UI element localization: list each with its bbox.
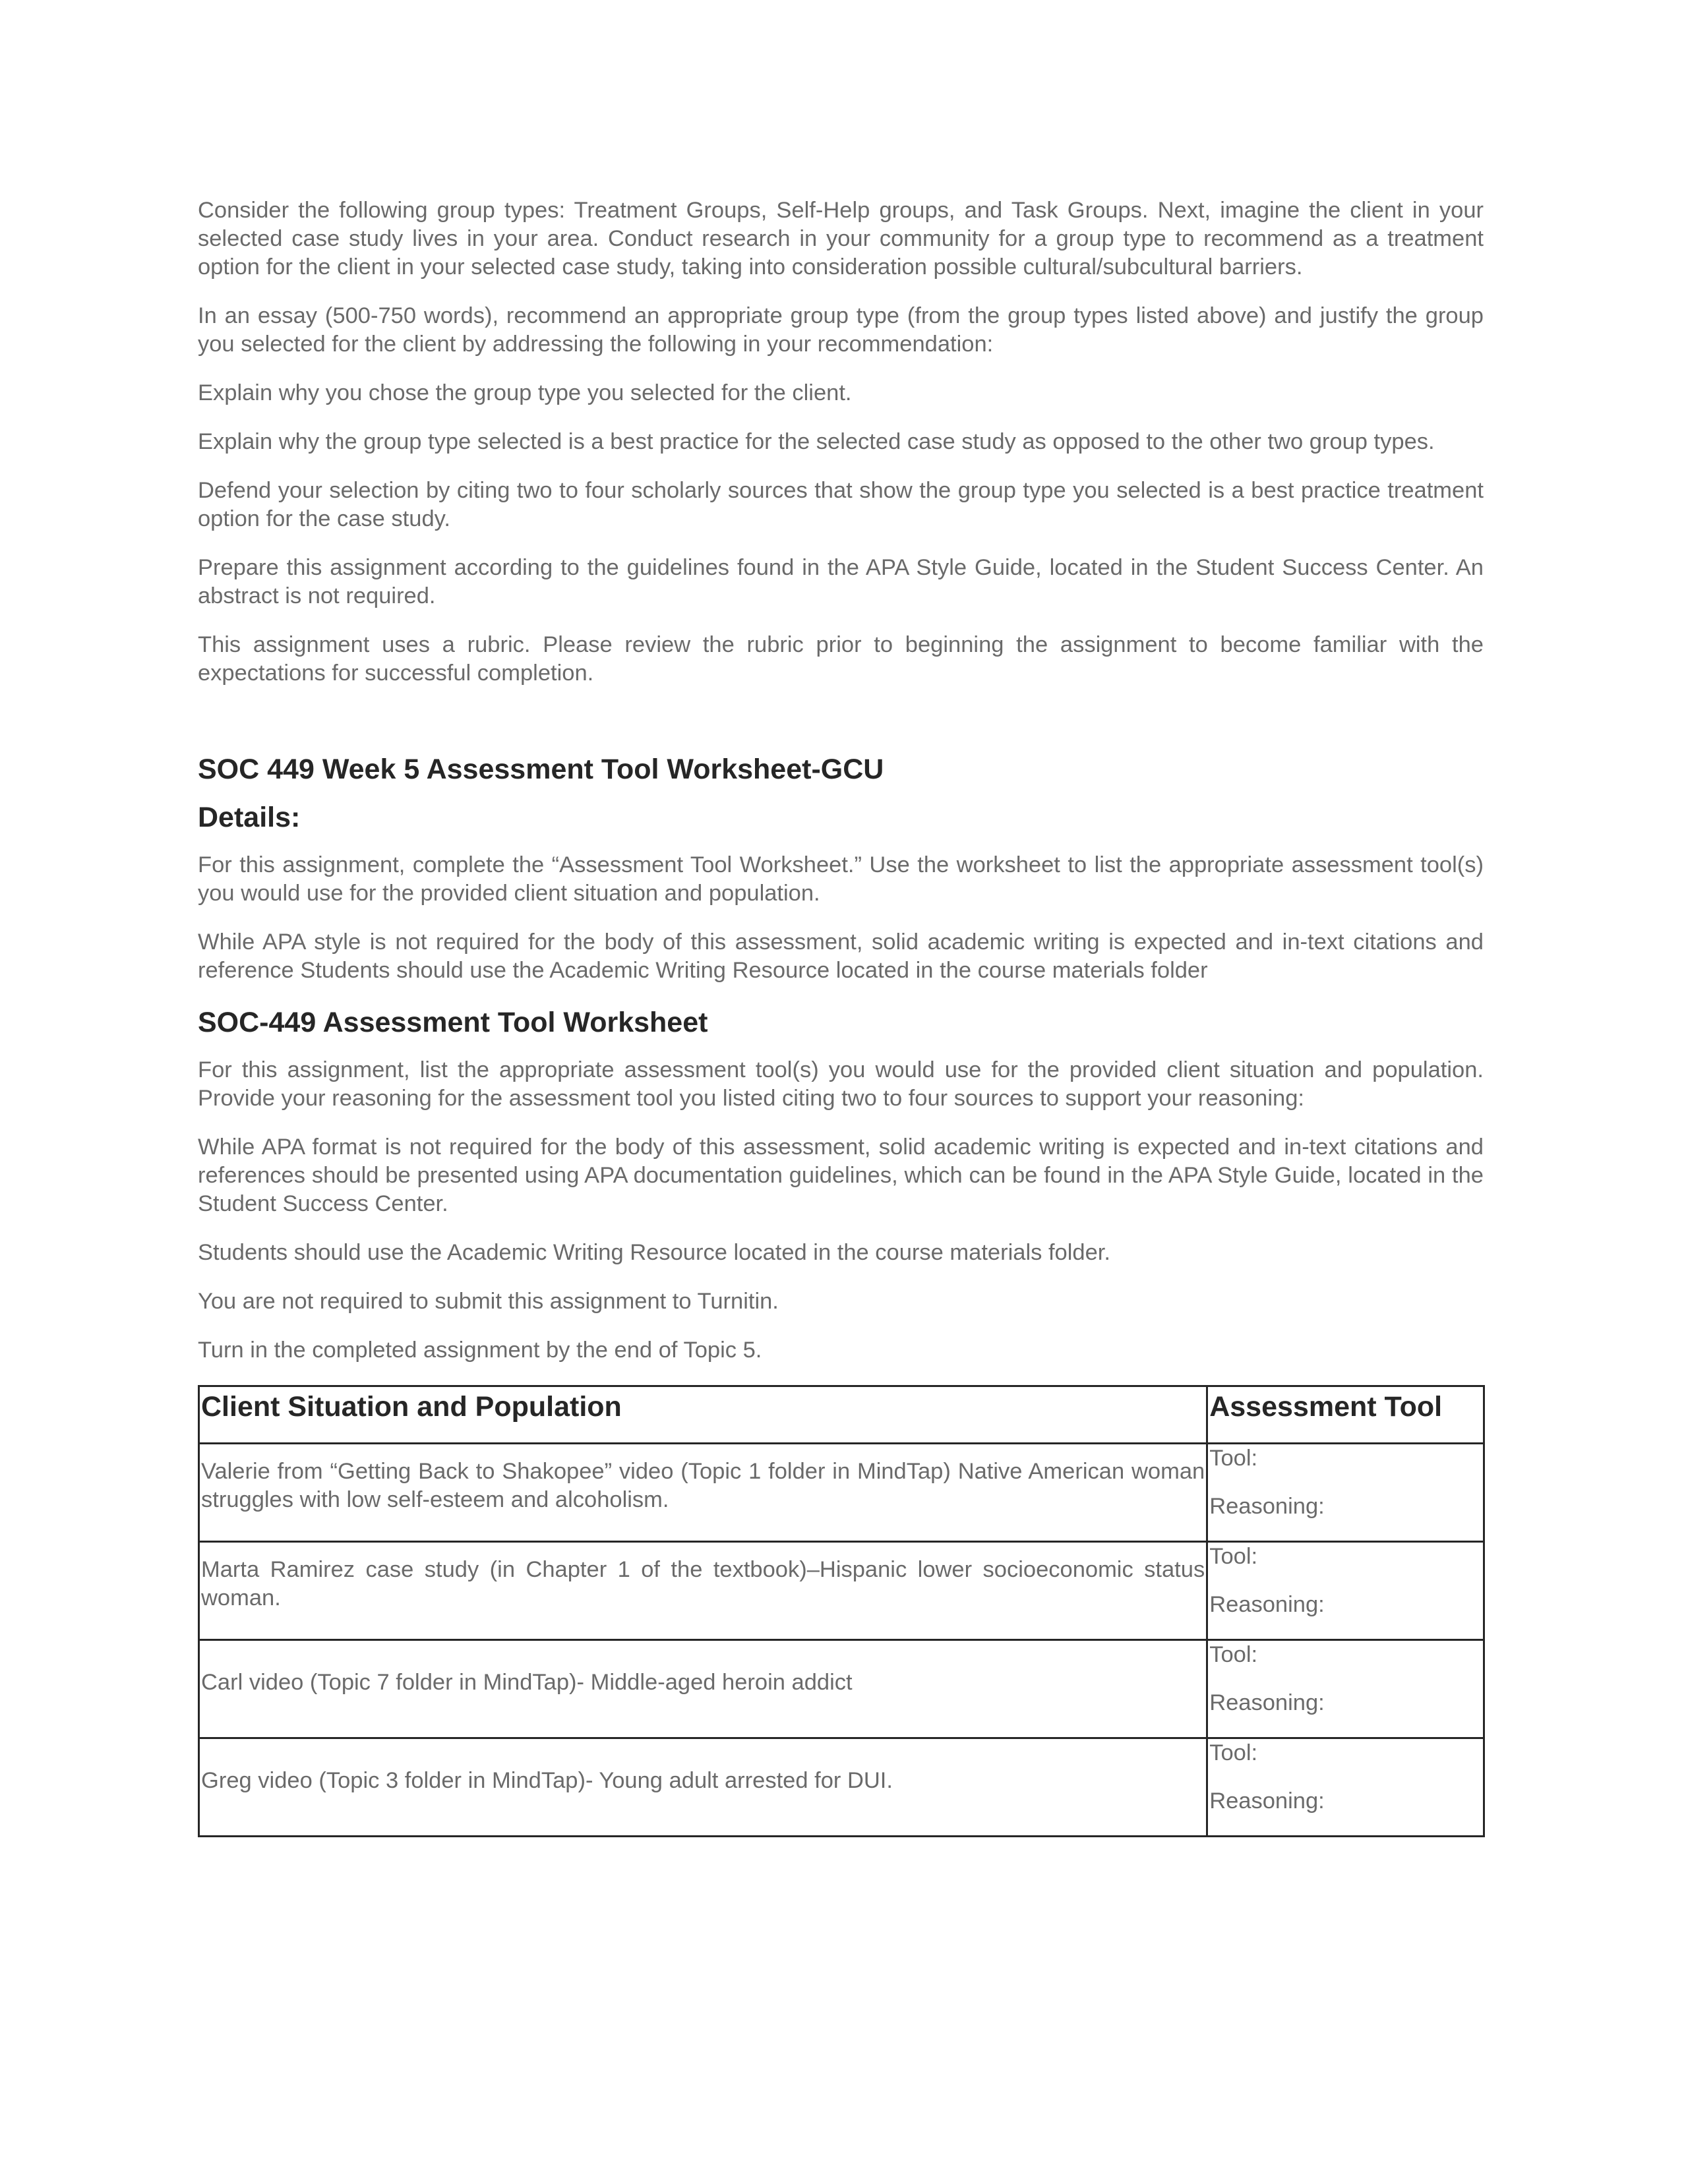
- tool-cell: [1207, 1640, 1484, 1738]
- tool-label: Tool:: [1209, 1544, 1258, 1569]
- intro-paragraph: Prepare this assignment according to the guidelines found in the APA Style Guide, located in the Student Success Center. An abstract is not required.: [198, 555, 1484, 608]
- tool-cell: [1207, 1542, 1484, 1640]
- tool-label: Tool:: [1209, 1642, 1258, 1667]
- intro-paragraph: Explain why the group type selected is a best practice for the selected case study as opposed to the other two group types.: [198, 429, 1435, 454]
- client-description: Carl video (Topic 7 folder in MindTap)- Middle-aged heroin addict: [201, 1670, 853, 1695]
- client-description: Valerie from “Getting Back to Shakopee” video (Topic 1 folder in MindTap) Native American woman struggles with low self-esteem and alcoholism.: [201, 1459, 1205, 1512]
- worksheet-heading: SOC-449 Assessment Tool Worksheet: [198, 1007, 708, 1038]
- tool-label: Tool:: [1209, 1446, 1258, 1471]
- client-cell: [199, 1542, 1207, 1640]
- table-header-row: [199, 1386, 1484, 1444]
- client-description: Marta Ramirez case study (in Chapter 1 of the textbook)–Hispanic lower socioeconomic status woman.: [201, 1557, 1205, 1610]
- reasoning-label: Reasoning:: [1209, 1788, 1325, 1814]
- section-title: SOC 449 Week 5 Assessment Tool Worksheet-GCU: [198, 753, 884, 785]
- intro-paragraph: Consider the following group types: Treatment Groups, Self-Help groups, and Task Groups. Next, imagine the client in your selected case study lives in your area. Conduct research in your community for a group type to recommend as a treatment option for the client in your selected case study, taking into consideration possible cultural/subcultural barriers.: [198, 198, 1484, 280]
- worksheet-paragraph: Turn in the completed assignment by the end of Topic 5.: [198, 1338, 762, 1363]
- tool-label: Tool:: [1209, 1740, 1258, 1765]
- intro-paragraph: In an essay (500-750 words), recommend an appropriate group type (from the group types listed above) and justify the group you selected for the client by addressing the following in your recommendation:: [198, 303, 1484, 357]
- header-client-situation: Client Situation and Population: [199, 1386, 1207, 1444]
- reasoning-label: Reasoning:: [1209, 1494, 1325, 1519]
- intro-paragraph: This assignment uses a rubric. Please review the rubric prior to beginning the assignment to become familiar with the expectations for successful completion.: [198, 632, 1484, 686]
- assessment-table: [198, 1385, 1485, 1837]
- client-description: Greg video (Topic 3 folder in MindTap)- Young adult arrested for DUI.: [201, 1768, 893, 1793]
- table-row: [199, 1444, 1484, 1542]
- details-heading: Details:: [198, 802, 301, 833]
- worksheet-paragraph: While APA format is not required for the body of this assessment, solid academic writing is expected and in-text citations and references should be presented using APA documentation guidelines, which can be found in the APA Style Guide, located in the Student Success Center.: [198, 1135, 1484, 1216]
- worksheet-paragraph: Students should use the Academic Writing Resource located in the course materials folder.: [198, 1240, 1110, 1265]
- document-page: [198, 196, 1484, 1837]
- table-row: [199, 1738, 1484, 1837]
- header-assessment-tool: Assessment Tool: [1207, 1386, 1484, 1444]
- table-row: [199, 1542, 1484, 1640]
- worksheet-paragraph: You are not required to submit this assignment to Turnitin.: [198, 1289, 779, 1314]
- client-cell: [199, 1640, 1207, 1738]
- intro-paragraph: Explain why you chose the group type you selected for the client.: [198, 380, 852, 405]
- worksheet-paragraph: For this assignment, list the appropriate assessment tool(s) you would use for the provided client situation and population. Provide your reasoning for the assessment tool you listed citing two to four sources to support your reasoning:: [198, 1057, 1484, 1111]
- reasoning-label: Reasoning:: [1209, 1690, 1325, 1715]
- intro-paragraph: Defend your selection by citing two to four scholarly sources that show the group type you selected is a best practice treatment option for the case study.: [198, 478, 1484, 531]
- table-row: [199, 1640, 1484, 1738]
- tool-cell: [1207, 1738, 1484, 1837]
- reasoning-label: Reasoning:: [1209, 1592, 1325, 1617]
- client-cell: [199, 1444, 1207, 1542]
- details-paragraph: While APA style is not required for the body of this assessment, solid academic writing is expected and in-text citations and reference Students should use the Academic Writing Resource located in the course materials folder: [198, 930, 1484, 983]
- tool-cell: [1207, 1444, 1484, 1542]
- details-paragraph: For this assignment, complete the “Assessment Tool Worksheet.” Use the worksheet to list the appropriate assessment tool(s) you would use for the provided client situation and population.: [198, 852, 1484, 906]
- client-cell: [199, 1738, 1207, 1837]
